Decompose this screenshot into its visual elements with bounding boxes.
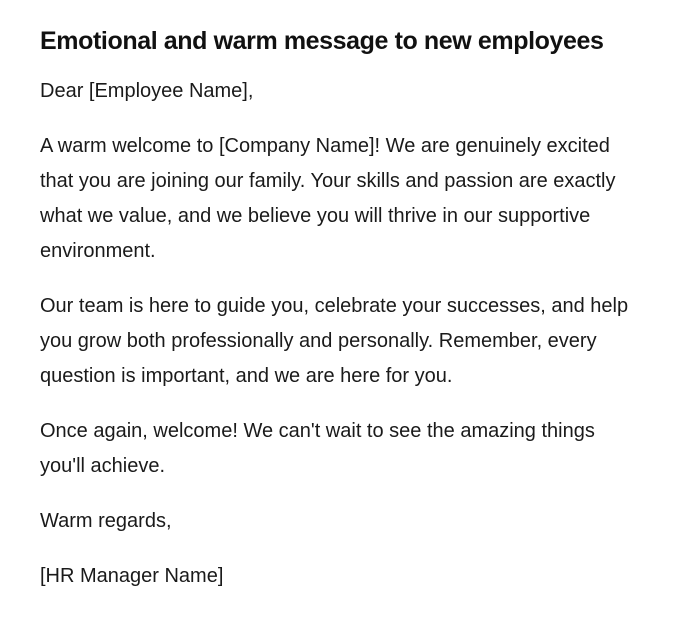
paragraph-support: Our team is here to guide you, celebrate your successes, and help you grow both professionally and personally. Remember, every question is important, and we are here for you. xyxy=(40,295,629,387)
closing-line: Warm regards, xyxy=(40,510,172,532)
paragraph-closing-remark: Once again, welcome! We can't wait to see the amazing things you'll achieve. xyxy=(40,420,595,477)
paragraph-welcome: A warm welcome to [Company Name]! We are genuinely excited that you are joining our family. Your skills and passion are exactly what we value, and we believe you will thrive in our supportive environment. xyxy=(40,135,616,262)
document-title: Emotional and warm message to new employees xyxy=(40,27,604,55)
greeting-line: Dear [Employee Name], xyxy=(40,80,254,102)
signature-line: [HR Manager Name] xyxy=(40,565,224,587)
